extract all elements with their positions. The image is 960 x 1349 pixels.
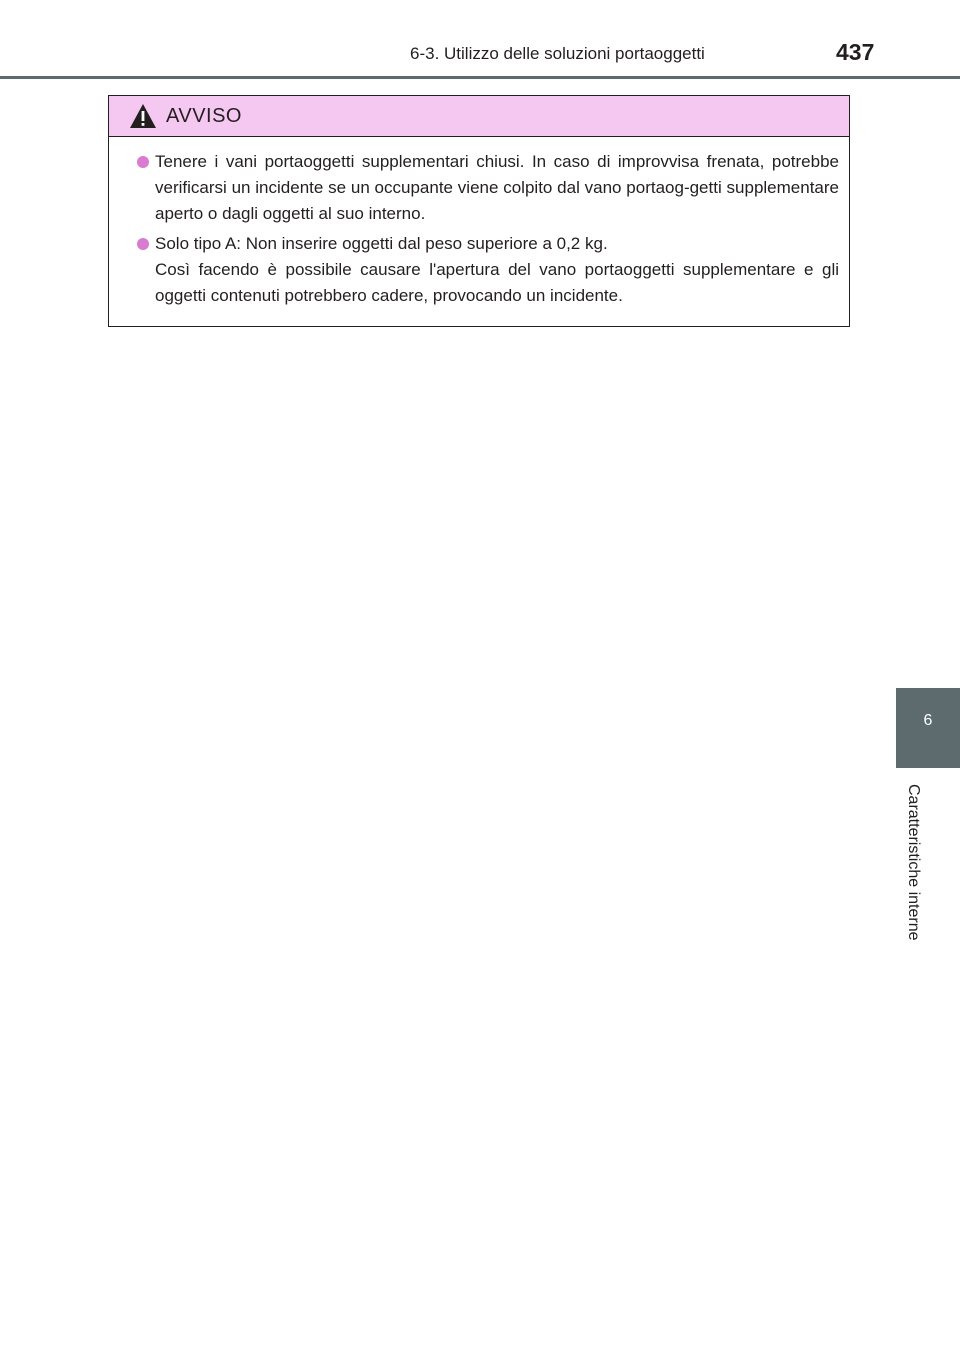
chapter-label: Caratteristiche interne <box>905 784 922 941</box>
bullet-icon <box>137 156 149 168</box>
list-item <box>137 149 839 227</box>
chapter-tab <box>896 688 960 768</box>
warning-box <box>108 95 850 327</box>
header-rule <box>0 76 960 79</box>
list-item-text: Tenere i vani portaoggetti supplementari chiusi. In caso di improvvisa frenata, potrebbe verificarsi un incidente se un occupante viene colpito dal vano portaog-getti supplementare aperto o dagli oggetti al suo interno. <box>155 152 839 223</box>
list-item-line: Solo tipo A: Non inserire oggetti dal peso superiore a 0,2 kg. <box>155 234 608 253</box>
list-item <box>137 231 839 309</box>
list-item-line: Così facendo è possibile causare l'apertura del vano portaoggetti supplementare e gli oggetti contenuti potrebbero cadere, provocando un incidente. <box>155 260 839 305</box>
chapter-label-wrap <box>900 784 930 954</box>
page-number: 437 <box>836 39 875 65</box>
warning-body <box>109 137 849 309</box>
warning-triangle-icon <box>129 103 157 129</box>
bullet-icon <box>137 238 149 250</box>
chapter-number: 6 <box>923 712 933 729</box>
warning-title: AVVISO <box>166 105 242 127</box>
section-title: 6-3. Utilizzo delle soluzioni portaoggetti <box>410 44 705 63</box>
warning-header <box>109 96 849 137</box>
